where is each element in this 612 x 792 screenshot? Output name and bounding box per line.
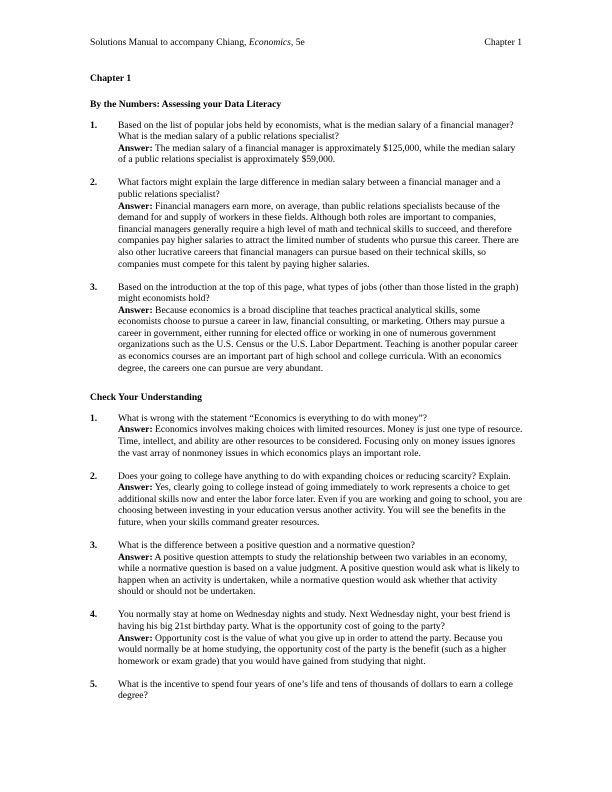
answer-label: Answer: <box>118 424 153 436</box>
answer-text: Answer: Because economics is a broad discipline that teaches practical analytical skills, some economists choose to pursue a career in law, financial consulting, or marketing. Others may pursue a career in government, either running for elected office or working in one of numerous government organizations such as the U.S. Census or the U.S. Labor Department. Teaching is another popular career as economics courses are an important part of high school and college curricula. With an economics degree, the careers one can pursue are very abundant. <box>118 304 518 374</box>
question-number: 3. <box>90 281 98 293</box>
question-text: What is wrong with the statement “Economics is everything to do with money”? <box>118 412 428 424</box>
answer-label: Answer: <box>118 142 153 154</box>
question-text: Based on the list of popular jobs held by economists, what is the median salary of a financial manager? What is the median salary of a public relations specialist? <box>118 119 514 143</box>
header-chapter-label: Chapter 1 <box>484 37 522 48</box>
question-item <box>90 609 523 667</box>
answer-text: Answer: Yes, clearly going to college instead of going immediately to work represents a choice to get additional skills now and enter the labor force later. Even if you are working and going to school, you are choosing between investing in your education versus another activity. You will see the benefits in the future, when your skills command greater resources. <box>118 482 523 528</box>
section-check-your-understanding <box>90 392 523 702</box>
question-item <box>90 540 523 598</box>
question-text: What factors might explain the large difference in median salary between a financial manager and a public relations specialist? <box>118 177 501 200</box>
question-text: Based on the introduction at the top of this page, what types of jobs (other than those listed in the graph) might economists hold? <box>118 281 519 305</box>
answer-text: Answer: A positive question attempts to study the relationship between two variables in an economy, while a normative question is based on a value judgment. A positive question would ask what is likely to happen when an activity is undertaken, while a normative question would ask whether that activity should or should not be undertaken. <box>118 551 520 598</box>
answer-label: Answer: <box>118 482 153 494</box>
answer-text: Answer: Economics involves making choices with limited resources. Money is just one type of resource. Time, intellect, and ability are other resources to be considered. Focusing only on money issues ignores the vast array of nonmoney issues in which economics plays an important role. <box>118 424 523 459</box>
question-text: You normally stay at home on Wednesday nights and study. Next Wednesday night, your best friend is having his big 21st birthday party. What is the opportunity cost of going to the party? <box>118 609 511 632</box>
question-text: What is the incentive to spend four years of one’s life and tens of thousands of dollars to earn a college degree? <box>118 678 513 702</box>
question-number: 4. <box>90 609 98 621</box>
question-item <box>90 471 523 529</box>
answer-label: Answer: <box>118 551 153 563</box>
answer-label: Answer: <box>118 200 153 212</box>
question-text: Does your going to college have anything to do with expanding choices or reducing scarcity? Explain. <box>118 470 511 482</box>
section-by-the-numbers <box>90 99 523 374</box>
question-text: What is the difference between a positive question and a normative question? <box>118 539 415 551</box>
question-number: 2. <box>90 470 98 482</box>
answer-text: Answer: The median salary of a financial manager is approximately $125,000, while the median salary of a public relations specialist is approximately $59,000. <box>118 142 516 166</box>
question-number: 3. <box>90 539 98 551</box>
question-item <box>90 120 523 166</box>
answer-text: Answer: Opportunity cost is the value of what you give up in order to attend the party. Because you would normally be at home studying, the opportunity cost of the party is the benefit (such as a higher homework or exam grade) that you would have gained from studying that night. <box>118 632 507 667</box>
section-title: Check Your Understanding <box>90 392 202 404</box>
answer-label: Answer: <box>118 632 153 644</box>
answer-label: Answer: <box>118 304 153 316</box>
question-number: 2. <box>90 177 98 189</box>
question-item <box>90 282 523 375</box>
question-number: 1. <box>90 119 98 131</box>
question-number: 1. <box>90 412 98 424</box>
answer-text: Answer: Financial managers earn more, on average, than public relations specialists because of the demand for and supply of workers in these fields. Although both roles are important to companies, financial managers generally require a high level of math and technical skills to succeed, and therefore companies pay higher salaries to attract the limited number of students who pursue this career. There are also other lucrative careers that financial managers can pursue based on their technical skills, so companies must compete for this talent by paying higher salaries. <box>118 200 519 270</box>
document-body <box>90 73 523 713</box>
chapter-title: Chapter 1 <box>90 73 132 84</box>
question-item <box>90 679 523 702</box>
question-item <box>90 413 523 459</box>
question-number: 5. <box>90 678 98 690</box>
header-manual-title: Solutions Manual to accompany Chiang, Economics, 5e <box>90 37 305 48</box>
question-item <box>90 177 523 270</box>
section-title: By the Numbers: Assessing your Data Literacy <box>90 99 282 110</box>
